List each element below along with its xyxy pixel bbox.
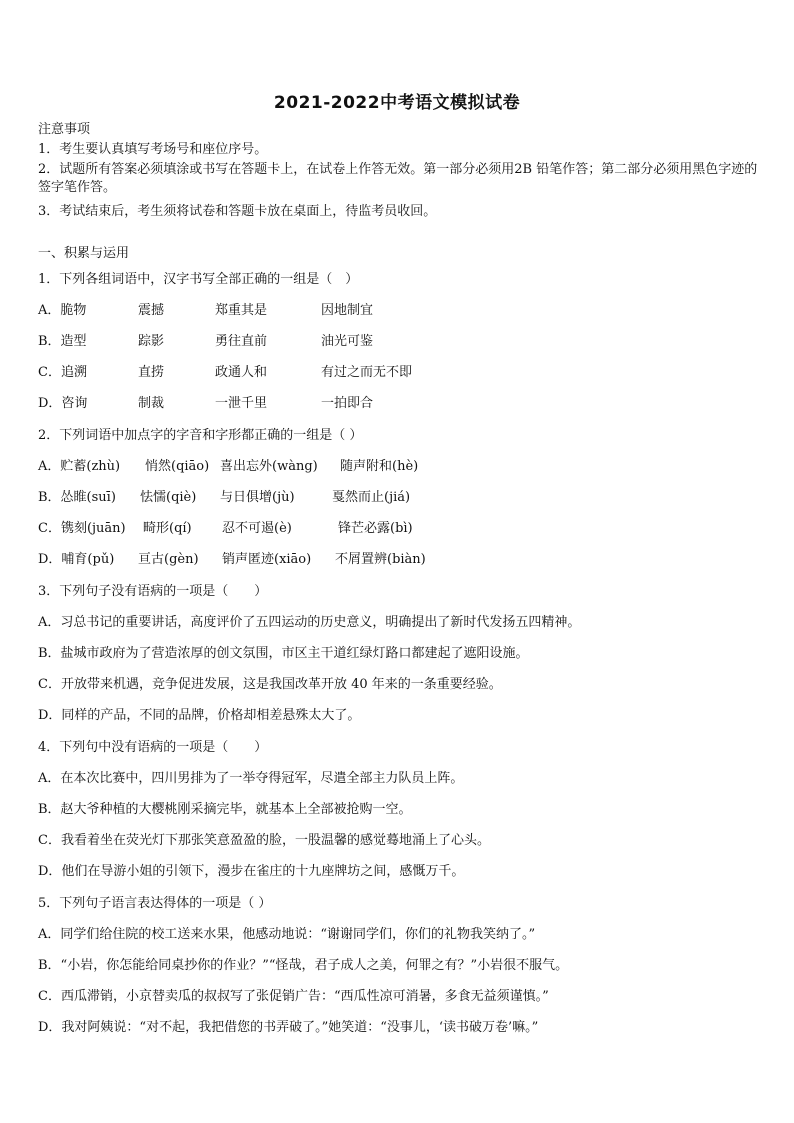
q3-stem: 3．下列句子没有语病的一项是（ ） — [38, 584, 268, 599]
q1-d-word-1: D．咨询 — [38, 396, 88, 411]
q4-option-c: C．我看着坐在荧光灯下那张笑意盈盈的脸，一股温馨的感觉蓦地涌上了心头。 — [38, 833, 490, 848]
q1-d-word-4: 一拍即合 — [321, 396, 374, 411]
q1-d-word-3: 一泄千里 — [215, 396, 268, 411]
q2-d-word-2: 亘古(gèn) — [138, 552, 199, 567]
q1-c-word-4: 有过之而无不即 — [321, 365, 413, 380]
q5-option-c: C．西瓜滞销，小京替卖瓜的叔叔写了张促销广告：“西瓜性凉可消暑，多食无益须谨慎。” — [38, 989, 549, 1004]
q1-c-word-3: 政通人和 — [215, 365, 268, 380]
section-heading: 一、积累与运用 — [38, 246, 130, 261]
q4-option-d: D．他们在导游小姐的引领下，漫步在雀庄的十九座牌坊之间，感慨万千。 — [38, 864, 465, 879]
q1-a-word-2: 震撼 — [138, 303, 165, 318]
q4-option-a: A．在本次比赛中，四川男排为了一举夺得冠军，尽遣全部主力队员上阵。 — [38, 771, 464, 786]
q2-a-word-4: 随声附和(hè) — [340, 459, 419, 474]
q2-d-word-4: 不屑置辨(biàn) — [335, 552, 426, 567]
q1-a-word-3: 郑重其是 — [215, 303, 268, 318]
q1-a-word-1: A．脆物 — [38, 303, 87, 318]
q2-b-word-4: 戛然而止(jiá) — [332, 490, 411, 505]
q1-c-word-1: C．追溯 — [38, 365, 87, 380]
q3-option-b: B．盐城市政府为了营造浓厚的创文氛围，市区主干道红绿灯路口都建起了遮阳设施。 — [38, 646, 529, 661]
notice-item-3: 3．考试结束后，考生须将试卷和答题卡放在桌面上，待监考员收回。 — [38, 204, 437, 219]
q4-option-b: B．赵大爷种植的大樱桃刚采摘完毕，就基本上全部被抢购一空。 — [38, 802, 412, 817]
q2-a-word-1: A．贮蓄(zhù) — [38, 459, 121, 474]
q2-a-word-3: 喜出忘外(wàng) — [220, 459, 318, 474]
q2-a-word-2: 悄然(qiāo) — [145, 459, 210, 474]
q2-d-word-3: 销声匿迹(xiāo) — [222, 552, 312, 567]
q1-stem: 1．下列各组词语中，汉字书写全部正确的一组是（ ） — [38, 272, 359, 287]
q1-b-word-2: 踪影 — [138, 334, 165, 349]
notice-item-2: 2．试题所有答案必须填涂或书写在答题卡上，在试卷上作答无效。第一部分必须用2B 铅笔作答；第二部分必须用黑色字迹的签字笔作答。 — [38, 162, 758, 195]
q2-c-word-2: 畸形(qí) — [143, 521, 192, 536]
q5-option-a: A．同学们给住院的校工送来水果，他感动地说：“谢谢同学们，你们的礼物我笑纳了。” — [38, 927, 536, 942]
q2-c-word-1: C．镌刻(juān) — [38, 521, 126, 536]
q2-c-word-3: 忍不可遏(è) — [222, 521, 292, 536]
q1-b-word-4: 油光可鉴 — [321, 334, 374, 349]
q4-stem: 4．下列句中没有语病的一项是（ ） — [38, 740, 268, 755]
q5-stem: 5．下列句子语言表达得体的一项是（ ） — [38, 896, 272, 911]
page-title: 2021-2022中考语文模拟试卷 — [273, 93, 521, 113]
q1-a-word-4: 因地制宜 — [321, 303, 374, 318]
q1-c-word-2: 直捞 — [138, 365, 165, 380]
q3-option-d: D．同样的产品，不同的品牌，价格却相差悬殊太大了。 — [38, 708, 361, 723]
q5-option-d: D．我对阿姨说：“对不起，我把借您的书弄破了。”她笑道：“没事儿，‘读书破万卷’嘛。” — [38, 1020, 539, 1035]
q1-b-word-3: 勇往直前 — [215, 334, 268, 349]
q1-b-word-1: B．造型 — [38, 334, 87, 349]
q2-b-word-2: 怯懦(qiè) — [140, 490, 197, 505]
notice-item-1: 1．考生要认真填写考场号和座位序号。 — [38, 142, 268, 157]
q5-option-b: B．“小岩，你怎能给同桌抄你的作业？”“怪哉，君子成人之美，何罪之有？”小岩很不服气。 — [38, 958, 569, 973]
q2-b-word-1: B．怂睢(suī) — [38, 490, 116, 505]
q3-option-c: C．开放带来机遇，竞争促进发展，这是我国改革开放 40 年来的一条重要经验。 — [38, 677, 502, 692]
q3-option-a: A．习总书记的重要讲话，高度评价了五四运动的历史意义，明确提出了新时代发扬五四精神。 — [38, 615, 581, 630]
q2-b-word-3: 与日俱增(jù) — [220, 490, 295, 505]
q2-stem: 2．下列词语中加点字的字音和字形都正确的一组是（ ） — [38, 428, 363, 443]
notice-heading: 注意事项 — [38, 122, 91, 137]
q2-d-word-1: D．哺育(pǔ) — [38, 552, 115, 567]
q1-d-word-2: 制裁 — [138, 396, 165, 411]
q2-c-word-4: 锋芒必露(bì) — [338, 521, 413, 536]
